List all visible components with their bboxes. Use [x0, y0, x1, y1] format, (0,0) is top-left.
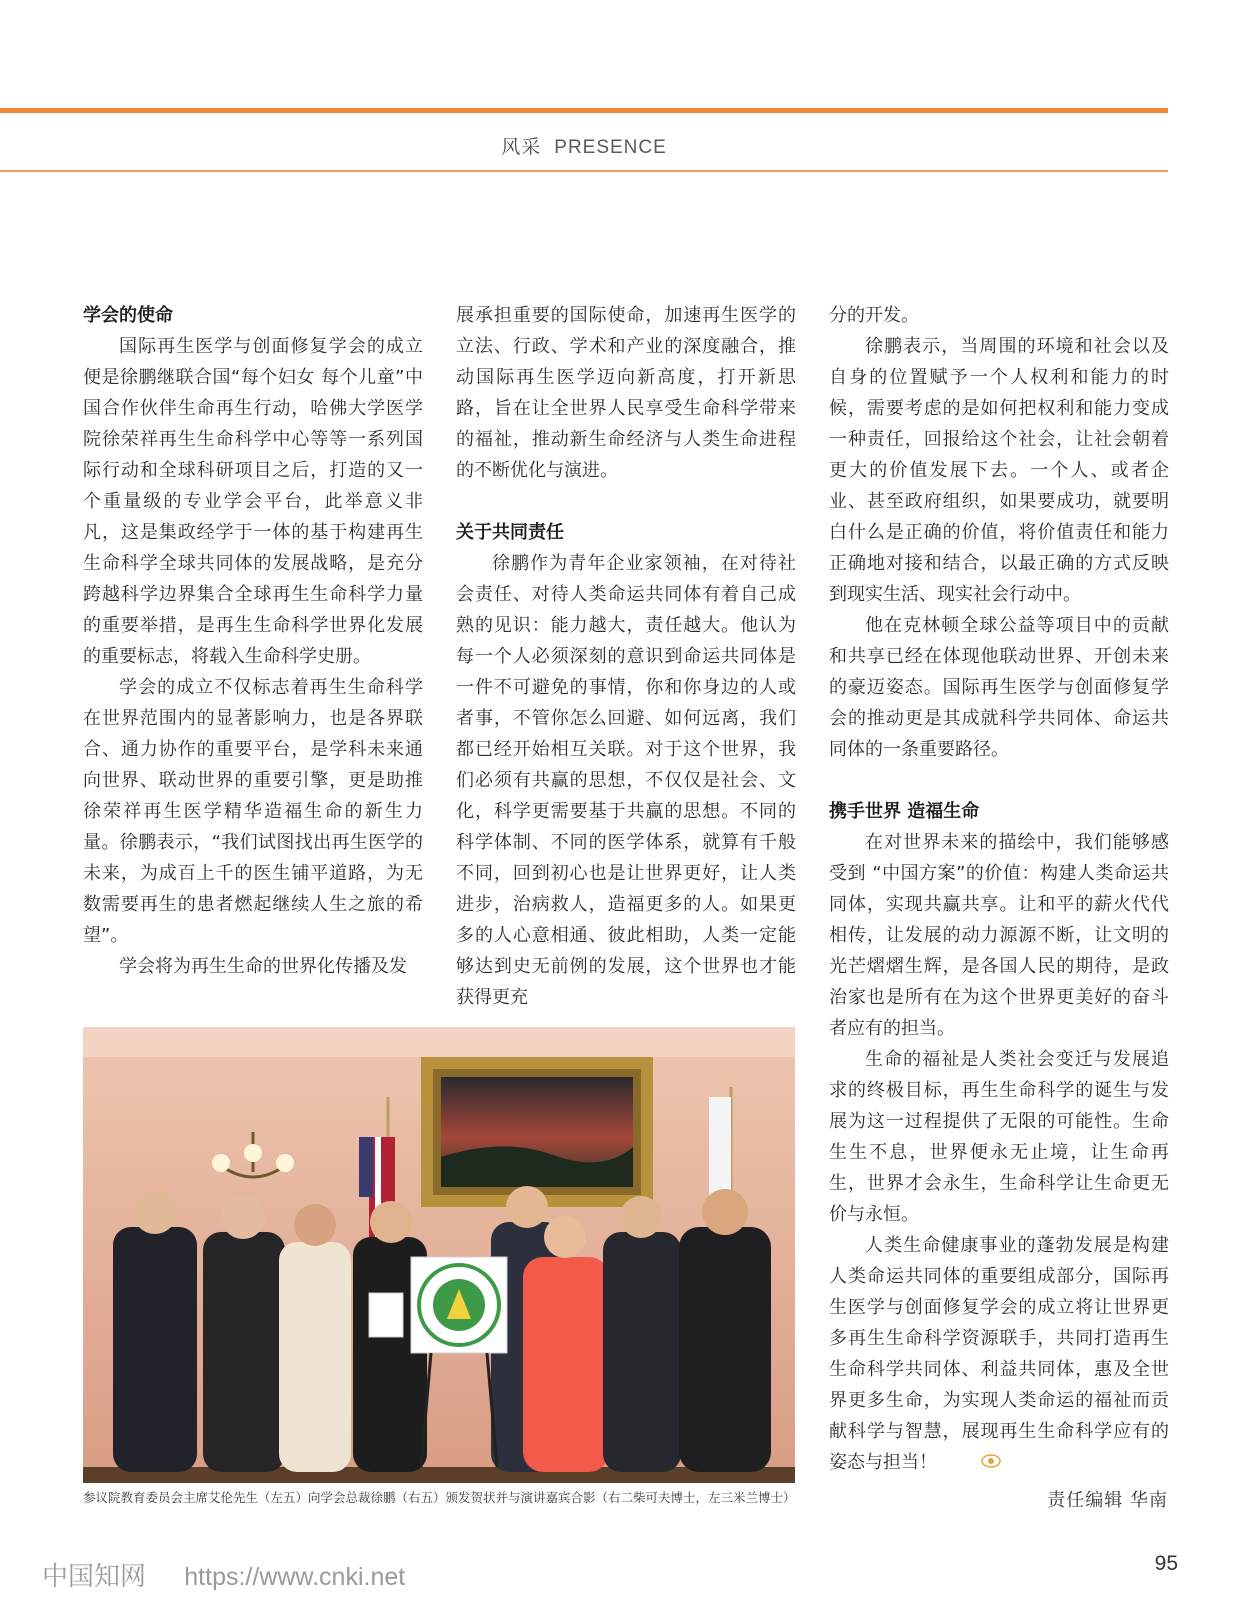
paragraph: 他在克林顿全球公益等项目中的贡献和共享已经在体现他联动世界、开创未来的豪迈姿态。国际再生医学与创面修复学会的推动更是其成就科学共同体、命运共同体的一条重要路径。: [829, 615, 1169, 760]
heading-responsibility: 关于共同责任: [456, 522, 564, 543]
paragraph: 徐鹏表示，当周围的环境和社会以及自身的位置赋予一个人权利和能力的时候，需要考虑的是如何把权利和能力变成一种责任，回报给这个社会，让社会朝着更大的价值发展下去。一个人、或者企业、甚至政府组织，如果要成功，就要明白什么是正确的价值，将价值责任和能力正确地对接和结合，以最正确的方式反映到现实生活、现实社会行动中。: [829, 336, 1169, 605]
article-column-2: [456, 300, 796, 1013]
page-number: 95: [1154, 1552, 1178, 1575]
heading-world: 携手世界 造福生命: [829, 801, 980, 822]
spacer: [456, 486, 796, 517]
watermark-cn: 中国知网: [42, 1562, 147, 1592]
painting: [421, 1057, 653, 1207]
paragraph: 学会的成立不仅标志着再生生命科学在世界范围内的显著影响力，也是各界联合、通力协作的重要平台，是学科未来通向世界、联动世界的重要引擎，更是助推徐荣祥再生医学精华造福生命的新生力量。徐鹏表示，“我们试图找出再生医学的未来，为成百上千的医生铺平道路，为无数需要再生的患者燃起继续人生之旅的希望”。: [83, 677, 423, 946]
header-rule-bottom: [0, 170, 1168, 172]
paragraph: 学会将为再生生命的世界化传播及发: [119, 956, 407, 977]
section-label: [0, 132, 1168, 159]
paragraph: 在对世界未来的描绘中，我们能够感受到 “中国方案”的价值：构建人类命运共同体，实现共赢共享。让和平的薪火代代相传，让发展的动力源源不断，让文明的光芒熠熠生辉，是各国人民的期待，是政治家也是所有在为这个世界更美好的奋斗者应有的担当。: [829, 832, 1169, 1039]
section-label-en: PRESENCE: [554, 137, 667, 158]
end-mark-icon: [945, 1448, 1001, 1479]
article-column-3: [829, 300, 1169, 1479]
paragraph: 展承担重要的国际使命，加速再生医学的立法、行政、学术和产业的深度融合，推动国际再生医学迈向新高度，打开新思路，旨在让全世界人民享受生命科学带来的福祉，推动新生命经济与人类生命进程的不断优化与演进。: [456, 305, 796, 481]
heading-mission: 学会的使命: [83, 305, 173, 326]
watermark: [42, 1556, 405, 1593]
paragraph: 徐鹏作为青年企业家领袖，在对待社会责任、对待人类命运共同体有着自己成熟的见识：能力越大，责任越大。他认为每一个人必须深刻的意识到命运共同体是一件不可避免的事情，你和你身边的人或者事，不管你怎么回避、如何远离，我们都已经开始相互关联。对于这个世界，我们必须有共赢的思想，不仅仅是社会、文化，科学更需要基于共赢的思想。不同的科学体制、不同的医学体系，就算有千般不同，回到初心也是让世界更好，让人类进步，治病救人，造福更多的人。如果更多的人心意相通、彼此相助，人类一定能够达到史无前例的发展，这个世界也才能获得更充: [456, 553, 796, 1008]
spacer: [829, 765, 1169, 796]
section-label-cn: 风采: [501, 136, 542, 158]
editor-credit: 责任编辑 华南: [1047, 1490, 1168, 1511]
group-photo: [83, 1027, 795, 1483]
photo-caption: 参议院教育委员会主席艾伦先生（左五）向学会总裁徐鹏（右五）颁发贺状并与演讲嘉宾合影（右二柴可夫博士，左三米兰博士）: [83, 1490, 796, 1505]
paragraph: 人类生命健康事业的蓬勃发展是构建人类命运共同体的重要组成部分，国际再生医学与创面修复学会的成立将让世界更多再生生命科学资源联手，共同打造再生生命科学共同体、利益共同体，惠及全世界更多生命，为实现人类命运的福祉而贡献科学与智慧，展现再生生命科学应有的姿态与担当！: [829, 1235, 1169, 1473]
paragraph: 生命的福祉是人类社会变迁与发展追求的终极目标，再生生命科学的诞生与发展为这一过程提供了无限的可能性。生命生生不息，世界便永无止境，让生命再生，世界才会永生，生命科学让生命更无价与永恒。: [829, 1049, 1169, 1225]
paragraph: 国际再生医学与创面修复学会的成立便是徐鹏继联合国“每个妇女 每个儿童”中国合作伙伴生命再生行动，哈佛大学医学院徐荣祥再生生命科学中心等等一系列国际行动和全球科研项目之后，打造的又一个重量级的专业学会平台，此举意义非凡，这是集政经学于一体的基于构建再生生命科学全球共同体的发展战略，是充分跨越科学边界集合全球再生生命科学力量的重要举措，是再生生命科学世界化发展的重要标志，将载入生命科学史册。: [83, 336, 423, 667]
paragraph: 分的开发。: [829, 305, 919, 326]
watermark-url[interactable]: https://www.cnki.net: [184, 1563, 406, 1591]
header-rule-top: [0, 108, 1168, 113]
article-column-1: [83, 300, 423, 982]
